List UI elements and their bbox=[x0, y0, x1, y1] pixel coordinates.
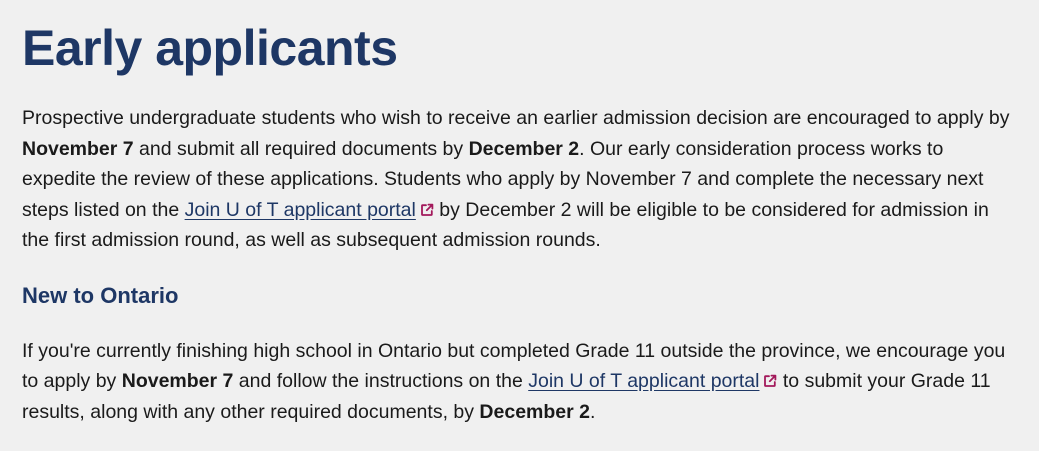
section-deadline-documents: December 2 bbox=[479, 400, 590, 423]
intro-deadline-documents: December 2 bbox=[468, 137, 580, 160]
join-portal-link-2-label: Join U of T applicant portal bbox=[528, 370, 760, 392]
join-portal-link-2[interactable] bbox=[528, 370, 759, 392]
section-text-3: to submit your Grade 11 results, along with any other required documents, by bbox=[22, 370, 991, 423]
join-portal-link[interactable] bbox=[185, 199, 416, 221]
page-title: Early applicants bbox=[22, 20, 398, 76]
intro-deadline-apply: November 7 bbox=[22, 137, 134, 160]
intro-paragraph bbox=[22, 103, 1012, 256]
external-link-icon bbox=[763, 374, 777, 388]
section-deadline-apply: November 7 bbox=[121, 370, 234, 392]
section-text-4: . bbox=[590, 400, 596, 423]
intro-text-2: and submit all required documents by bbox=[133, 137, 469, 160]
intro-text-1: Prospective undergraduate students who wish to receive an earlier admission decision are encouraged to apply by bbox=[22, 107, 1010, 129]
external-link-icon bbox=[420, 203, 434, 217]
new-to-ontario-paragraph bbox=[22, 336, 1012, 428]
section-text-2: and follow the instructions on the bbox=[233, 370, 529, 392]
intro-text-3: . Our early consideration process works to expedite the review of these applications. Students who apply by November 7 and complete the necessary next steps listed on the bbox=[22, 137, 984, 221]
join-portal-link-label: Join U of T applicant portal bbox=[184, 198, 416, 221]
section-text-1: If you're currently finishing high school in Ontario but completed Grade 11 outside the province, we encourage you to apply by bbox=[22, 339, 1006, 392]
section-heading-new-to-ontario: New to Ontario bbox=[22, 282, 179, 308]
intro-text-4: by December 2 will be eligible to be considered for admission in the first admission round, as well as subsequent admission rounds. bbox=[22, 198, 989, 251]
